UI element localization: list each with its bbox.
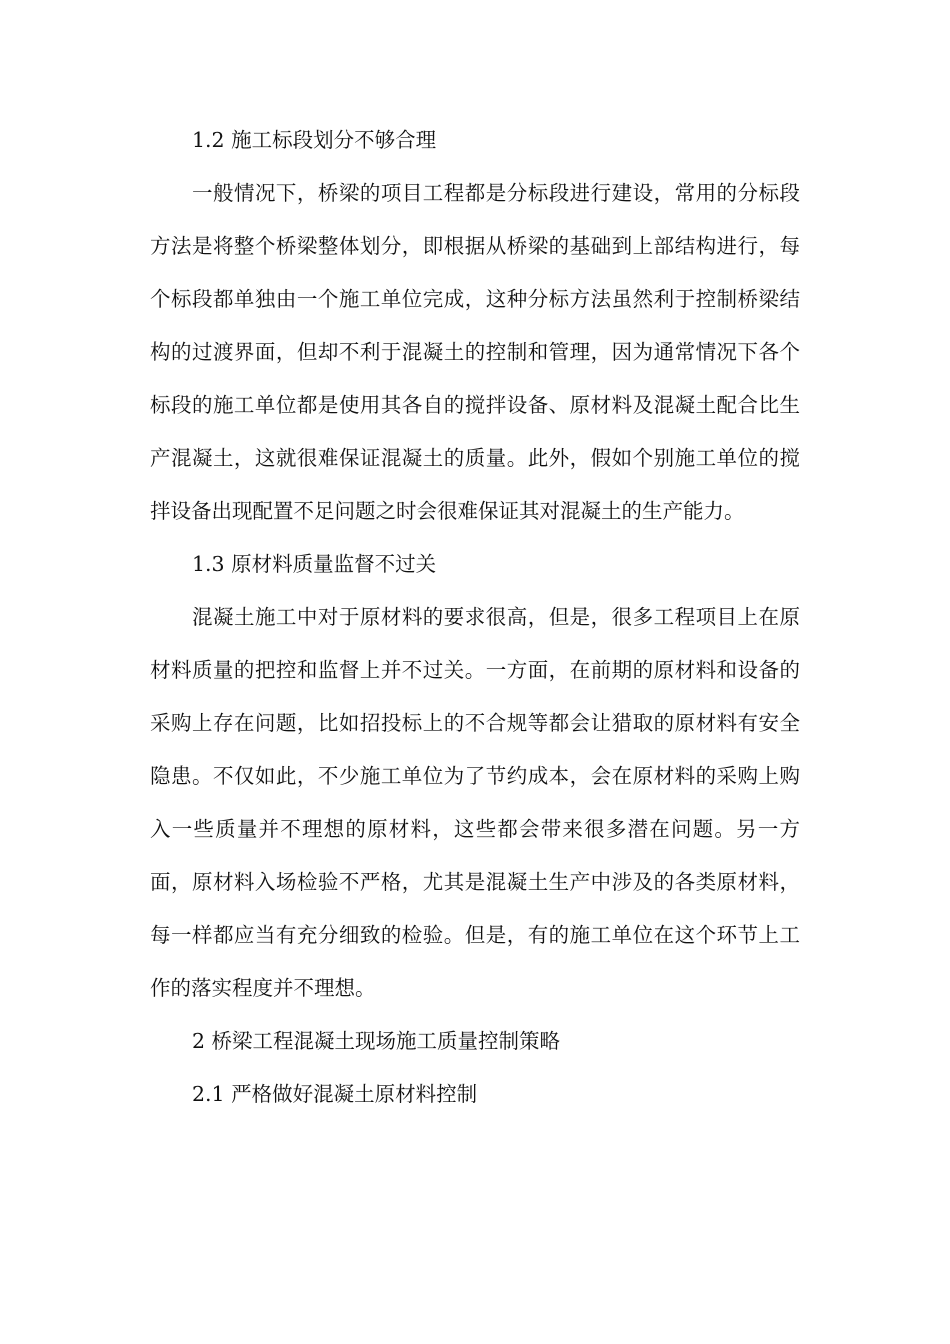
document-body — [150, 114, 800, 1121]
chapter-heading: 2 桥梁工程混凝土现场施工质量控制策略 — [192, 1029, 561, 1053]
body-paragraph: 一般情况下，桥梁的项目工程都是分标段进行建设，常用的分标段方法是将整个桥梁整体划分，即根据从桥梁的基础到上部结构进行，每个标段都单独由一个施工单位完成，这种分标方法虽然利于控制桥梁结构的过渡界面，但却不利于混凝土的控制和管理，因为通常情况下各个标段的施工单位都是使用其各自的搅拌设备、原材料及混凝土配合比生产混凝土，这就很难保证混凝土的质量。此外，假如个别施工单位的搅拌设备出现配置不足问题之时会很难保证其对混凝土的生产能力。 — [150, 181, 800, 523]
section-heading: 1.3 原材料质量监督不过关 — [192, 552, 437, 576]
section-heading: 1.2 施工标段划分不够合理 — [192, 128, 437, 152]
body-paragraph: 混凝土施工中对于原材料的要求很高，但是，很多工程项目上在原材料质量的把控和监督上并不过关。一方面，在前期的原材料和设备的采购上存在问题，比如招投标上的不合规等都会让猎取的原材料有安全隐患。不仅如此，不少施工单位为了节约成本，会在原材料的采购上购入一些质量并不理想的原材料，这些都会带来很多潜在问题。另一方面，原材料入场检验不严格，尤其是混凝土生产中涉及的各类原材料，每一样都应当有充分细致的检验。但是，有的施工单位在这个环节上工作的落实程度并不理想。 — [150, 605, 800, 1000]
section-heading: 2.1 严格做好混凝土原材料控制 — [192, 1082, 478, 1106]
